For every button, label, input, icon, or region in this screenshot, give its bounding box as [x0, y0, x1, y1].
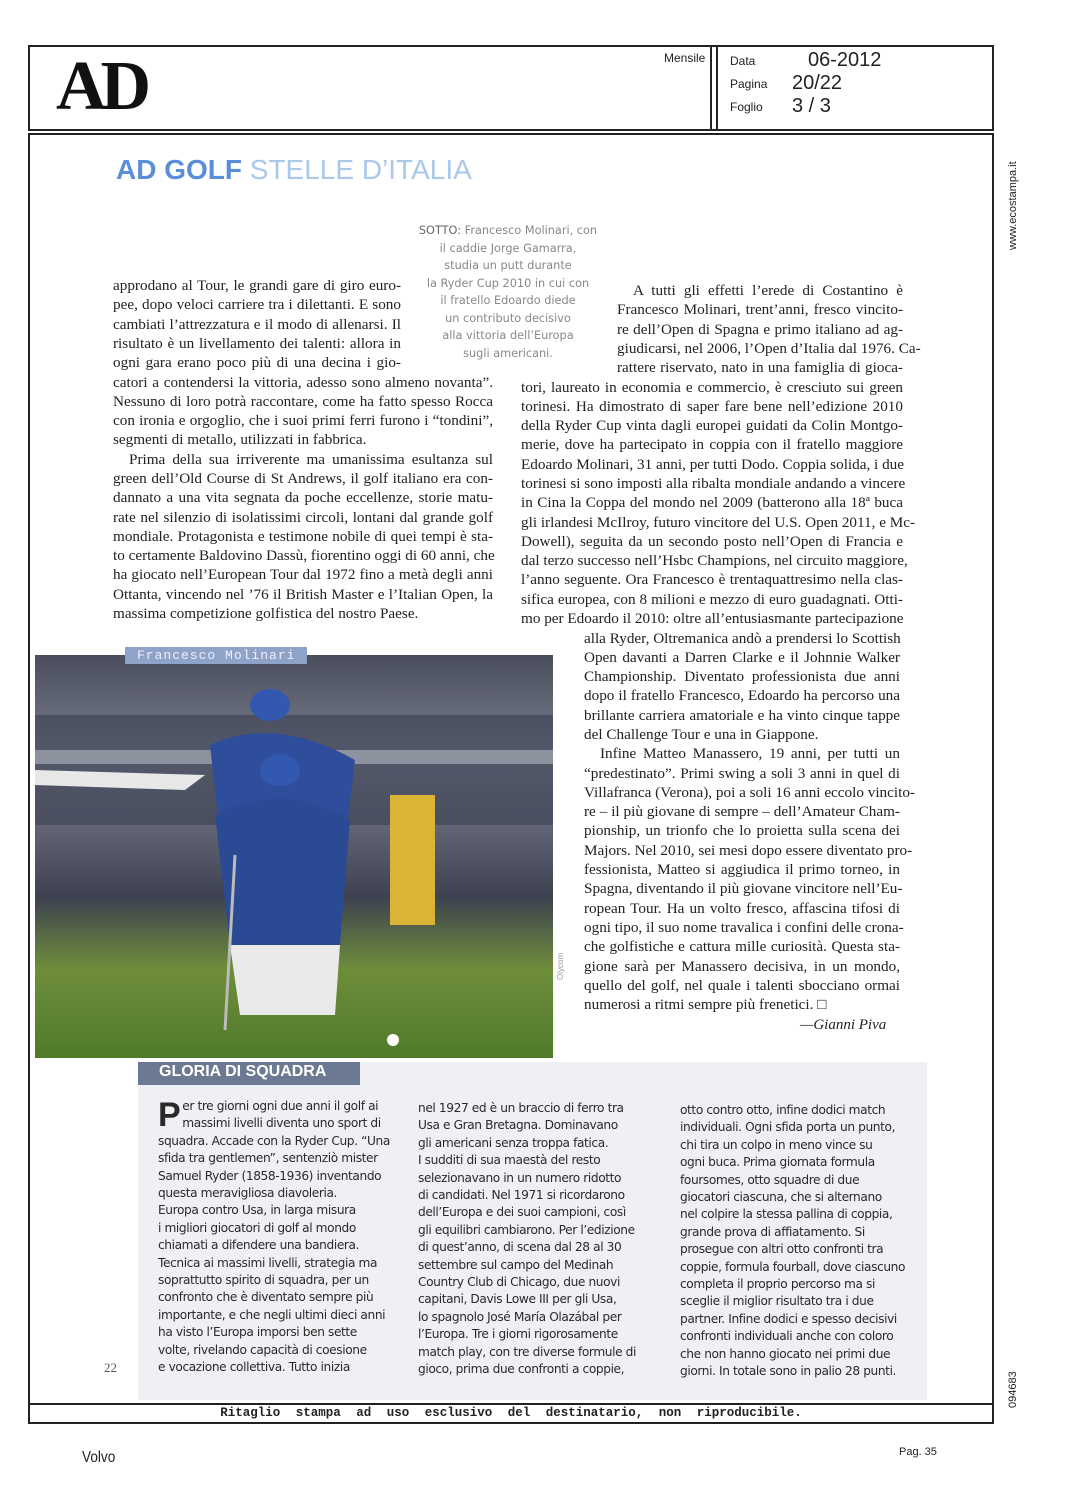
text-line: segmenti di metallo, utilizzati in fabbrica.: [113, 431, 367, 449]
article-column-right-bottom: [584, 629, 915, 1015]
sidebar-text-line: nel 1927 ed è un braccio di ferro tra: [418, 1101, 624, 1115]
text-line: Villafranca (Verona), poi a soli 16 anni eccolo vincito-: [584, 783, 915, 801]
sidebar-text-line: chi tira un colpo in meno vince su: [680, 1137, 873, 1152]
sidebar-text-line: Europa contro Usa, in larga misura: [158, 1203, 356, 1218]
photo-caption: [408, 222, 608, 362]
sidebar-text-line: questa meravigliosa diavoleria.: [158, 1186, 338, 1201]
text-line: ropean Tour. Ha un volto fresco, affascina tifosi di: [584, 899, 900, 917]
text-line: dal terzo successo nell’Hsbc Champions, nel circuito maggiore,: [521, 552, 908, 570]
text-line: torinesi. Ha dimostrato di saper fare bene nell’edizione 2010: [521, 397, 903, 415]
sidebar-text-line: confronto che è diventato sempre più: [158, 1290, 374, 1305]
article-column-right: [521, 378, 916, 629]
sidebar-text-line: grande prova di affiatamento. Si: [680, 1224, 865, 1239]
title-section: AD GOLF: [116, 154, 242, 185]
text-line: risultato è un livellamento dei talenti: allora in: [113, 334, 401, 352]
data-label: Data: [730, 54, 756, 68]
text-line: quello del golf, nel quale i talenti sbocciano ormai: [584, 976, 900, 994]
photo-label: Francesco Molinari: [125, 647, 307, 664]
text-line: Open davanti a Darren Clarke e il Johnnie Walker: [584, 648, 900, 666]
text-line: numerosi a ritmi sempre più frenetici. □: [584, 996, 827, 1014]
sidebar-text-line: che non hanno giocato nei primi due: [680, 1346, 891, 1361]
sidebar-text-line: selezionavano in un numero ridotto: [418, 1170, 622, 1185]
sidebar-text-line: gioco, prima due confronti a coppie,: [418, 1362, 625, 1377]
text-line: dannato a una vita segnata da poche eccellenze, storie matu-: [113, 489, 493, 507]
text-line: ogni gara erano poco più di una decina i gio-: [113, 354, 401, 372]
sidebar-text-line: chiamati a difendere una bandiera.: [158, 1238, 360, 1253]
text-line: Spagna, diventando il più giovane vincitore nell’Eu-: [584, 880, 903, 898]
caption-line: studia un putt durante: [444, 259, 572, 272]
sidebar-text-line: settembre sul campo del Medinah: [418, 1257, 614, 1272]
sidebar-text-line: gli equilibri cambiarono. Per l’edizione: [418, 1222, 635, 1237]
sidebar-text-line: Usa e Gran Bretagna. Dominavano: [418, 1118, 618, 1133]
caption-line: sugli americani.: [463, 346, 553, 360]
caption-line: alla vittoria dell’Europa: [442, 329, 574, 342]
sidebar-text-line: gli americani senza troppa fatica.: [418, 1135, 609, 1150]
text-line: Infine Matteo Manassero, 19 anni, per tutti un: [600, 745, 900, 763]
text-line: pee, dopo veloci carriere tra i dilettanti. E sono: [113, 296, 401, 314]
caption-line: il fratello Edoardo diede: [440, 294, 576, 307]
footer-note: Ritaglio stampa ad uso esclusivo del destinatario, non riproducibile.: [220, 1406, 802, 1420]
text-line: giudicarsi, nel 2006, l’Open d’Italia dal 1976. Ca-: [617, 339, 921, 357]
sidebar-text-line: coppie, formula fourball, dove ciascuno: [680, 1259, 906, 1274]
text-line: green dell’Old Course di St Andrews, il golf italiano era con-: [113, 469, 493, 487]
caption-line: Francesco Molinari, con: [464, 224, 598, 237]
sidebar-text-line: di quest’anno, di scena dal 28 al 30: [418, 1240, 622, 1255]
text-line: con ironia e orgoglio, che i suoi primi ferri furono i “tondini”,: [113, 412, 493, 430]
sidebar-text-line: match play, con tre diverse formule di: [418, 1344, 637, 1359]
footer-divider: [28, 1403, 994, 1405]
article-column-left: [113, 373, 493, 624]
text-line: della Ryder Cup vinta dagli europei guidati da Colin Montgo-: [521, 417, 903, 435]
text-line: A tutti gli effetti l’erede di Costantino è: [633, 282, 903, 299]
sidebar-text-line: Tecnica ai massimi livelli, strategia ma: [158, 1255, 378, 1270]
foglio-value: 3 / 3: [792, 95, 831, 117]
article-title: [116, 154, 472, 186]
text-line: Francesco Molinari, trent’anni, fresco vincito-: [617, 301, 903, 319]
text-line: in Cina la Coppa del mondo nel 2009 (batterono alla 18ª buca: [521, 494, 903, 512]
text-line: to certamente Baldovino Dassù, fiorentino oggi di 60 anni, che: [113, 547, 495, 565]
text-line: Ottanta, vincendo nel ’76 il British Master e l’Italian Open, la: [113, 585, 493, 603]
text-line: brillante carriera amatoriale e ha vinto cinque tappe: [584, 706, 900, 724]
caption-line: un contributo decisivo: [445, 311, 571, 325]
photo-illustration: [35, 655, 553, 1058]
dropcap: P: [158, 1096, 181, 1134]
text-line: approdano al Tour, le grandi gare di giro euro-: [113, 277, 401, 294]
header-divider: [710, 45, 712, 131]
sidebar-text-line: Samuel Ryder (1858-1936) inventando: [158, 1168, 382, 1183]
text-line: torinesi si sono imposti alla ribalta mondiale andando a vincere: [521, 474, 906, 492]
text-line: alla Ryder, Oltremanica andò a prendersi lo Scottish: [584, 629, 901, 647]
sidebar-text-line: otto contro otto, infine dodici match: [680, 1103, 886, 1117]
text-line: massima competizione golfistica del nostro Paese.: [113, 605, 419, 623]
author-byline: —Gianni Piva: [800, 1017, 887, 1033]
text-line: ogni tipo, il suo nome travalica i confini delle crona-: [584, 918, 904, 936]
text-line: Prima della sua irriverente ma umanissima esultanza sul: [129, 450, 493, 468]
text-line: Nessuno di loro potrà raccontare, come ha fatto spesso Rocca: [113, 392, 493, 410]
sidebar-text-line: completa il proprio percorso ma si: [680, 1277, 875, 1292]
text-line: re dell’Open di Spagna e primo italiano ad ag-: [617, 320, 903, 338]
sidebar-text-line: l’Europa. Tre i giorni rigorosamente: [418, 1327, 618, 1342]
text-line: gli irlandesi McIlroy, futuro vincitore del U.S. Open 2011, e Mc-: [521, 513, 916, 531]
page-number: 22: [104, 1360, 117, 1375]
text-line: Dowell), seguita da un secondo posto nell’Open di Francia e: [521, 532, 903, 550]
pagina-value: 20/22: [792, 72, 843, 94]
sidebar-text-line: Country Club di Chicago, due nuovi: [418, 1275, 620, 1290]
golf-photo: [35, 655, 553, 1058]
sidebar-text-line: prosegue con altri otto confronti tra: [680, 1242, 884, 1257]
article-column-right-top: [617, 281, 921, 377]
caption-line: la Ryder Cup 2010 in cui con: [426, 276, 590, 290]
caption-line: il caddie Jorge Gamarra,: [439, 241, 577, 255]
sidebar-text-line: ogni buca. Prima giornata formula: [680, 1155, 875, 1170]
text-line: Majors. Nel 2010, sei mesi dopo essere diventato pro-: [584, 841, 913, 859]
caption-prefix: SOTTO:: [418, 224, 462, 237]
sidebar-text-line: importante, e che negli ultimi dieci anni: [158, 1307, 386, 1322]
clipping-page: Pag. 35: [899, 1446, 937, 1458]
sidebar-column-3: [680, 1102, 920, 1381]
sidebar-text-line: capitani, Davis Lowe III per gli Usa,: [418, 1292, 617, 1307]
article-column-left-top: [113, 276, 401, 372]
sidebar-text-line: nel colpire la stessa pallina di coppia,: [680, 1207, 893, 1222]
sidebar-text-line: i migliori giocatori di golf al mondo: [158, 1220, 356, 1235]
side-url: www.ecostampa.it: [1007, 161, 1019, 250]
side-code: 094683: [1007, 1371, 1019, 1408]
photo-credit: Olycom: [556, 952, 565, 980]
text-line: dopo il fratello Francesco, Edoardo ha percorso una: [584, 687, 900, 705]
sidebar-column-1: [158, 1098, 398, 1377]
pagina-label: Pagina: [730, 77, 768, 91]
text-line: “predestinato”. Primi swing a soli 3 anni in quel di: [584, 764, 900, 782]
sidebar-text-line: foursomes, otto squadre di due: [680, 1172, 860, 1187]
foglio-label: Foglio: [730, 100, 763, 114]
text-line: cambiati l’attrezzatura e il modo di allenarsi. Il: [113, 315, 401, 333]
sidebar-text-line: partner. Infine dodici e spesso decisivi: [680, 1311, 897, 1326]
sidebar-text-line: giorni. In totale sono in palio 28 punti.: [680, 1364, 897, 1379]
text-line: tori, laureato in economia e commercio, è cresciuto sui green: [521, 378, 903, 396]
text-line: fessionista, Matteo si aggiudica il primo torneo, in: [584, 861, 900, 879]
header-divider: [716, 45, 718, 131]
client-name: Volvo: [82, 1449, 116, 1466]
text-line: che golfistiche e cattura mille curiosità. Questa sta-: [584, 938, 900, 956]
sidebar-text-line: e vocazione collettiva. Tutto inizia: [158, 1360, 350, 1375]
text-line: gione sarà per Manassero decisiva, in un mondo,: [584, 957, 900, 975]
sidebar-text-line: sceglie il miglior risultato tra i due: [680, 1294, 874, 1309]
sidebar-text-line: I sudditi di sua maestà del resto: [418, 1153, 601, 1168]
sidebar-text-line: confronti individuali anche con coloro: [680, 1329, 894, 1344]
text-line: re – il più giovane di sempre – dell’Amateur Cham-: [584, 803, 900, 821]
text-line: sifica europea, con 8 milioni e mezzo di euro guadagnati. Otti-: [521, 590, 903, 608]
sidebar-text-line: squadra. Accade con la Ryder Cup. “Una: [158, 1133, 390, 1148]
title-subtitle: STELLE D’ITALIA: [249, 154, 472, 185]
text-line: mondiale. Protagonista e testimone nobile di quei tempi è sta-: [113, 527, 493, 545]
sidebar-text-line: lo spagnolo José María Olazábal per: [418, 1309, 622, 1324]
sidebar-text-line: er tre giorni ogni due anni il golf ai: [182, 1099, 379, 1113]
text-line: Championship. Diventato professionista due anni: [584, 668, 900, 686]
text-line: Edoardo Molinari, 31 anni, per tutti Dodo. Coppia solida, i due: [521, 455, 905, 473]
sidebar-text-line: soprattutto spirito di squadra, per un: [158, 1273, 369, 1288]
magazine-logo: AD: [56, 48, 146, 125]
sidebar-text-line: volte, rivelando capacità di coesione: [158, 1342, 367, 1357]
text-line: merie, dove ha partecipato in coppia con il fratello maggiore: [521, 436, 903, 454]
text-line: ha giocato nell’European Tour dal 1972 fino a metà degli anni: [113, 566, 493, 584]
sidebar-text-line: giocatori ciascuna, che si alternano: [680, 1190, 882, 1205]
text-line: pionship, un trionfo che lo proietta sulla scena dei: [584, 822, 900, 840]
frequency-label: Mensile: [664, 51, 706, 65]
text-line: mo per Edoardo il 2010: oltre all’entusiasmante partecipazione: [521, 610, 904, 628]
sidebar-text-line: ha visto l’Europa imporsi ben sette: [158, 1325, 357, 1340]
text-line: rattere riservato, nato in una famiglia di gioca-: [617, 359, 903, 377]
sidebar-text-line: sfida tra gentlemen”, sentenziò mister: [158, 1151, 378, 1166]
sidebar-text-line: individuali. Ogni sfida porta un punto,: [680, 1120, 896, 1135]
sidebar-text-line: di candidati. Nel 1971 si ricordarono: [418, 1188, 625, 1203]
sidebar-column-2: [418, 1100, 658, 1379]
text-line: l’anno seguente. Ora Francesco è trentaquattresimo nella clas-: [521, 571, 903, 589]
text-line: catori a contendersi la vittoria, adesso sono almeno novanta”.: [113, 373, 493, 391]
sidebar-text-line: massimi livelli diventa uno sport di: [182, 1116, 381, 1131]
text-line: rate nel silenzio di isolatissimi circoli, lontani dal grande golf: [113, 508, 493, 526]
sidebar-box-title: GLORIA DI SQUADRA: [138, 1062, 360, 1085]
sidebar-text-line: dell’Europa e dei suoi campioni, così: [418, 1205, 626, 1220]
text-line: del Challenge Tour e una in Giappone.: [584, 725, 819, 743]
data-value: 06-2012: [808, 49, 882, 71]
